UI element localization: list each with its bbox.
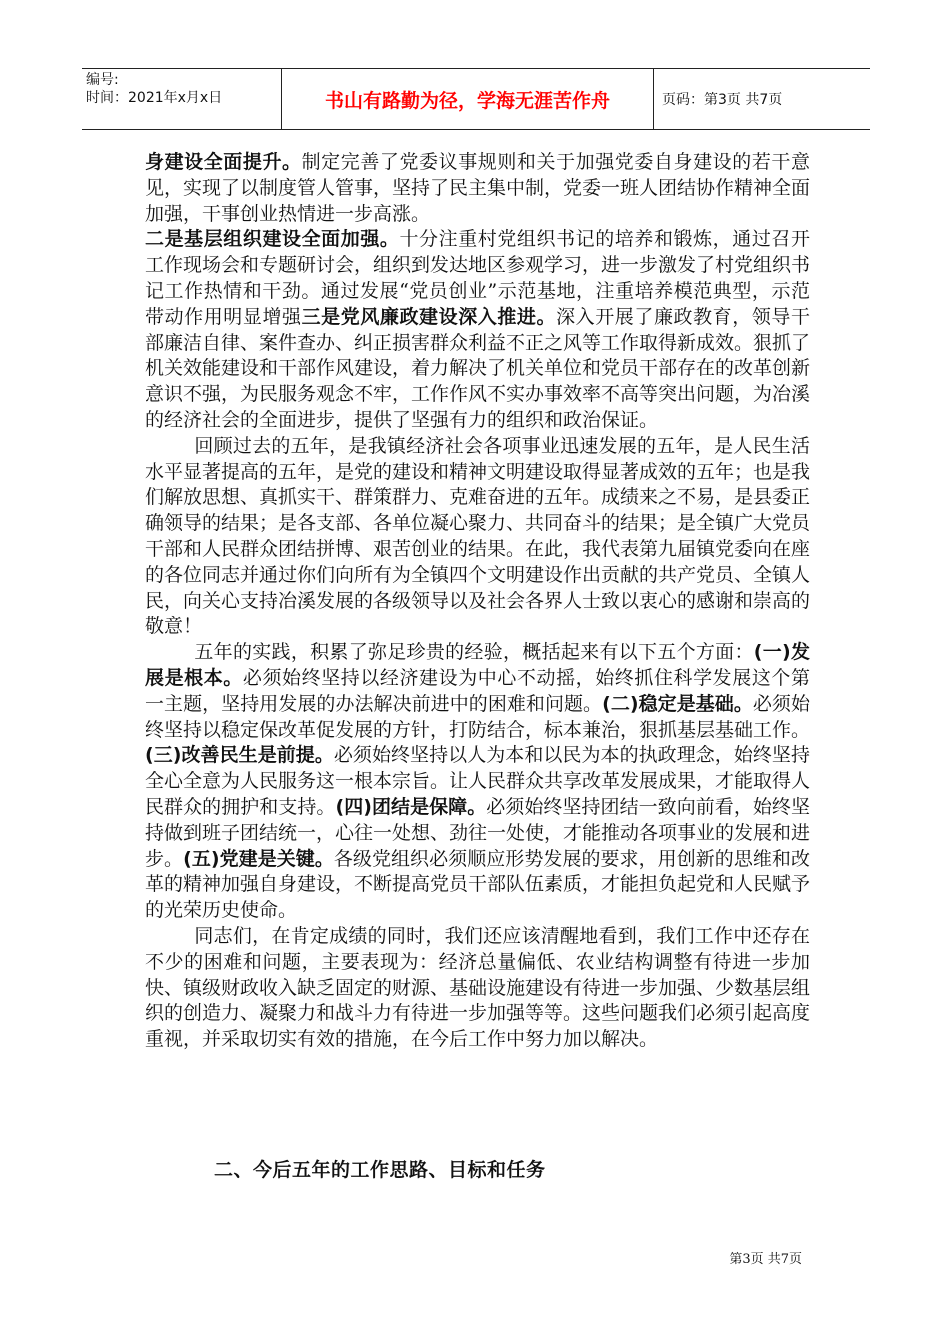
- paragraph-2: [145, 227, 810, 433]
- paragraph-text: 各级党组织必须顺应形势发展的要求，用创新的思维和改革的精神加强自身建设，不断提高党员干部队伍素质，才能担负起党和人民赋予的光荣历史使命。: [145, 847, 811, 922]
- paragraph-3: 回顾过去的五年，是我镇经济社会各项事业迅速发展的五年，是人民生活水平显著提高的五年，是党的建设和精神文明建设取得显著成效的五年；也是我们解放思想、真抓实干、群策群力、克难奋进的五年。成绩来之不易，是县委正确领导的结果；是各支部、各单位凝心聚力、共同奋斗的结果；是全镇广大党员干部和人民群众团结拼博、艰苦创业的结果。在此，我代表第九届镇党委向在座的各位同志并通过你们向所有为全镇四个文明建设作出贡献的共产党员、全镇人民，向关心支持冶溪发展的各级领导以及社会各界人士致以衷心的感谢和崇高的敬意！: [145, 434, 811, 638]
- bold-lead: 身建设全面提升。: [145, 151, 302, 173]
- date-label: 时间：2021年x月x日: [86, 90, 223, 106]
- bold-lead: (三)改善民生是前提。: [145, 744, 334, 767]
- paragraph-text: 深入开展了廉政教育，领导干部廉洁自律、案件查办、纠正损害群众利益不正之风等工作取得新成效。狠抓了机关效能建设和干部作风建设，着力解决了机关单位和党员干部存在的改革创新意识不强，为民服务观念不牢，工作作风不实办事效率不高等突出问题，为冶溪的经济社会的全面进步，提供了坚强有力的组织和政治保证。: [145, 305, 811, 431]
- header-meta: [82, 69, 282, 129]
- paragraph-text: 必须始终坚持团结一致向前看，始终坚持做到班子团结统一，心往一处想、劲往一处使，才能推动各项事业的发展和进步。: [145, 795, 811, 870]
- paragraph-text: 五年的实践，积累了弥足珍贵的经验，概括起来有以下五个方面：: [194, 641, 754, 664]
- bold-lead: 三是党风廉政建设深入推进。: [301, 305, 557, 328]
- page-footer: 第3页 共7页: [729, 1252, 802, 1267]
- paragraph-5: 同志们，在肯定成绩的同时，我们还应该清醒地看到，我们工作中还存在不少的困难和问题，主要表现为：经济总量偏低、农业结构调整有待进一步加快、镇级财政收入缺乏固定的财源、基础设施建设有待进一步加强、少数基层组织的创造力、凝聚力和战斗力有待进一步加强等等。这些问题我们必须引起高度重视，并采取切实有效的措施，在今后工作中努力加以解决。: [145, 924, 811, 1051]
- paragraph-4: [145, 640, 810, 924]
- paragraph-text: 必须始终坚持以人为本和以民为本的执政理念，始终坚持全心全意为人民服务这一根本宗旨。让人民群众共享改革发展成果，才能取得人民群众的拥护和支持。: [145, 744, 811, 818]
- paragraph-1: [145, 150, 810, 227]
- paragraph-text: 必须始终坚持以经济建设为中心不动摇，始终抓住科学发展这个第一主题，坚持用发展的办法解决前进中的困难和问题。: [145, 666, 810, 715]
- header-page-info: 页码：第3页 共7页: [662, 92, 783, 108]
- bold-lead: (四)团结是保障。: [335, 795, 487, 818]
- section-heading: 二、今后五年的工作思路、目标和任务: [214, 1159, 546, 1181]
- paragraph-text: 必须始终坚持以稳定保改革促发展的方针，打防结合，标本兼治，狠抓基层基础工作。: [145, 692, 811, 741]
- bold-lead: 二是基层组织建设全面加强。: [145, 228, 400, 251]
- page-header: [82, 68, 870, 130]
- paragraph-text: 十分注重村党组织书记的培养和锻炼，通过召开工作现场会和专题研讨会，组织到发达地区参观学习，进一步激发了村党组织书记工作热情和干劲。通过发展“党员创业”示范基地，注重培养模范典型，示范带动作用明显增强: [145, 228, 811, 328]
- document-body: [145, 150, 810, 1053]
- bold-lead: (一)发展是根本。: [145, 641, 810, 689]
- paragraph-text: 制定完善了党委议事规则和关于加强党委自身建设的若干意见，实现了以制度管人管事，坚持了民主集中制，党委一班人团结协作精神全面加强，干事创业热情进一步高涨。: [145, 151, 811, 225]
- doc-number-label: 编号:: [86, 72, 119, 88]
- header-motto: 书山有路勤为径，学海无涯苦作舟: [282, 69, 654, 129]
- bold-lead: (五)党建是关键。: [183, 847, 334, 870]
- bold-lead: (二)稳定是基础。: [602, 692, 753, 715]
